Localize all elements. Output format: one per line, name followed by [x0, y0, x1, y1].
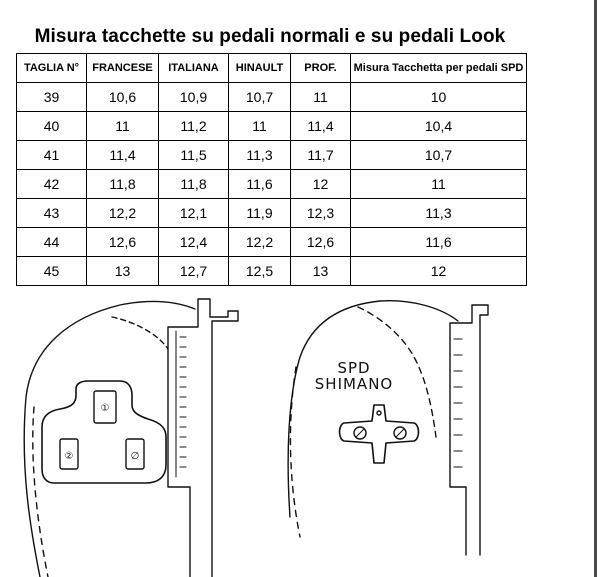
table-cell: 13	[291, 257, 351, 286]
table-row	[17, 141, 527, 170]
spd-bolt-left-slot	[356, 429, 364, 437]
table-cell: 11,3	[229, 141, 291, 170]
spd-sole-drawing	[288, 301, 488, 555]
caliper-ruler	[168, 299, 238, 577]
spd-center-mark	[377, 411, 381, 415]
table-cell: 39	[17, 83, 87, 112]
header-italian: ITALIANA	[159, 54, 229, 83]
table-row	[17, 228, 527, 257]
table-cell: 11	[351, 170, 527, 199]
table-cell: 40	[17, 112, 87, 141]
ruler-ticks	[176, 331, 186, 477]
shimano-label: SHIMANO	[314, 375, 394, 393]
table-cell: 11,8	[159, 170, 229, 199]
spd-bolt-right-slot	[396, 429, 404, 437]
header-french: FRANCESE	[87, 54, 159, 83]
spd-label: SPD	[337, 359, 371, 377]
table-row	[17, 112, 527, 141]
table-cell: 12	[351, 257, 527, 286]
table-cell: 42	[17, 170, 87, 199]
table-header-row	[17, 54, 527, 83]
table-cell: 12,1	[159, 199, 229, 228]
sole-dashed-edge	[112, 317, 168, 349]
sole-outline	[24, 302, 195, 577]
table-cell: 12,2	[87, 199, 159, 228]
table-row	[17, 257, 527, 286]
table-cell: 11,6	[229, 170, 291, 199]
table-cell: 12,4	[159, 228, 229, 257]
header-prof: PROF.	[291, 54, 351, 83]
cleat-drawing	[0, 287, 597, 577]
look-sole-drawing	[24, 299, 238, 577]
table-cell: 11,7	[291, 141, 351, 170]
table-cell: 11	[229, 112, 291, 141]
table-cell: 11,2	[159, 112, 229, 141]
table-cell: 11,4	[291, 112, 351, 141]
table-cell: 10	[351, 83, 527, 112]
table-row	[17, 199, 527, 228]
table-cell: 11,6	[351, 228, 527, 257]
table-cell: 12,3	[291, 199, 351, 228]
table-row	[17, 170, 527, 199]
table-cell: 10,4	[351, 112, 527, 141]
table-cell: 11,5	[159, 141, 229, 170]
table-cell: 45	[17, 257, 87, 286]
header-hinault: HINAULT	[229, 54, 291, 83]
table-cell: 11,4	[87, 141, 159, 170]
table-cell: 12,6	[291, 228, 351, 257]
table-cell: 10,9	[159, 83, 229, 112]
table-cell: 10,6	[87, 83, 159, 112]
spd-ruler-ticks	[454, 339, 462, 467]
cleat-mark-2: ②	[64, 451, 74, 462]
spd-caliper-ruler	[450, 305, 488, 555]
cleat-mark-1: ①	[100, 403, 110, 414]
table-cell: 11	[87, 112, 159, 141]
table-cell: 41	[17, 141, 87, 170]
table-cell: 11,8	[87, 170, 159, 199]
table-cell: 10,7	[351, 141, 527, 170]
table-cell: 10,7	[229, 83, 291, 112]
size-table	[16, 53, 527, 286]
table-cell: 11	[291, 83, 351, 112]
table-cell: 12,6	[87, 228, 159, 257]
table-row	[17, 83, 527, 112]
page-title: Misura tacchette su pedali normali e su pedali Look	[34, 26, 506, 47]
header-spd: Misura Tacchetta per pedali SPD	[351, 54, 527, 83]
table-cell: 44	[17, 228, 87, 257]
table-cell: 43	[17, 199, 87, 228]
table-cell: 11,3	[351, 199, 527, 228]
table-cell: 11,9	[229, 199, 291, 228]
table-cell: 12,7	[159, 257, 229, 286]
table-cell: 12,5	[229, 257, 291, 286]
table-cell: 13	[87, 257, 159, 286]
cleat-mark-3: ∅	[130, 451, 140, 462]
spd-cleat	[340, 405, 419, 463]
table-cell: 12	[291, 170, 351, 199]
header-size: TAGLIA N°	[17, 54, 87, 83]
table-cell: 12,2	[229, 228, 291, 257]
